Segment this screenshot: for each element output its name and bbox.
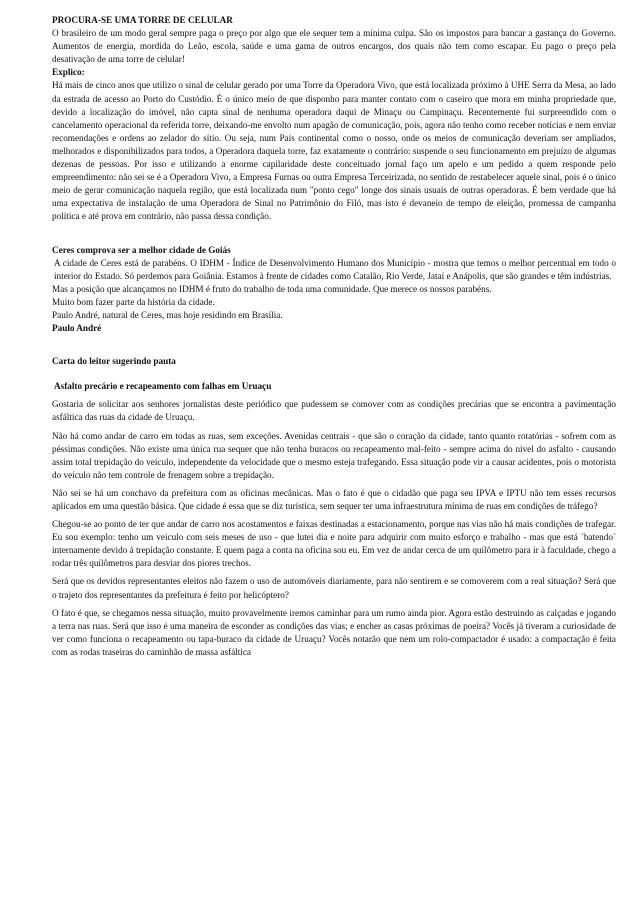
section-spacer	[52, 335, 616, 355]
article-paragraph-asfalto: Será que os devidos representantes eleitos não fazem o uso de automóveis diariamente, para não sentirem e se comoverem com a real situação? Será que o trajeto dos representantes da prefeitura é feito por helicóptero?	[52, 576, 616, 600]
article-paragraph-asfalto: Não sei se há um conchavo da prefeitura com as oficinas mecânicas. Mas o fato é que o cidadão que paga seu IPVA e IPTU não tem esses recursos aplicados em uma questão básica. Que cidade é essa que se diz turística, sem sequer ter uma infraestrutura mínima de ruas em condições de tráfego?	[52, 487, 616, 511]
section-heading-carta: Carta do leitor sugerindo pauta	[52, 356, 176, 367]
article-title-ceres: Ceres comprova ser a melhor cidade de Goiás	[52, 244, 231, 255]
section-spacer	[52, 224, 616, 244]
article-paragraph-ceres: A cidade de Ceres está de parabéns. O IDHM - Índice de Desenvolvimento Humano dos Município - mostra que temos o melhor percentual em todo o interior do Estado. Só perdemos para Goiânia. Estamos à frente de cidades como Catalão, Rio Verde, Jataí e Anápolis, que são grandes e têm indústrias.	[54, 257, 616, 281]
article-paragraph-asfalto: Não há como andar de carro em todas as ruas, sem exceções. Avenidas centrais - que são o coração da cidade, tanto quanto rotatórias - sofrem com as péssimas condições. Não existe uma única rua sequer que não tenha buracos ou recapeamento mal-feito - sempre acima do nível do asfalto - causando assim total trepidação do veículo, independente da velocidade que o mesmo esteja trafegando. Essa situação pode vir a causar acidentes, pois o motorista do veículo não tem controle de frenagem sobre a trepidação.	[52, 430, 616, 480]
article-body-tower: Há mais de cinco anos que utilizo o sinal de celular gerado por uma Torre da Operadora Vivo, que está localizada próximo à UHE Serra da Mesa, ao lado da estrada de acesso ao Porto do Custódio. É o único meio de que disponho para manter contato com o caseiro que mora em minha propriedade que, devido a localização do imóvel, não capta sinal de nenhuma operadora daqui de Minaçu ou Campinaçu. Recentemente fui surpreendido com o cancelamento operacional da referida torre, deixando-me envolto num apagão de comunicação, pois, agora não tenho como receber notícias e nem enviar recomendações e ordens ao zelador do sítio. Ou seja, num País continental como o nosso, onde os meios de comunicação deveriam ser ampliados, melhorados e disponibilizados para todos, a Operadora daquela torre, faz exatamente o contrário: suspende o seu funcionamento em prejuízo de algumas dezenas de pessoas. Por isso e utilizando a enorme capilaridade deste conceituado jornal faço um apelo e um pedido a quem responde pelo empreendimento: não sei se é a Operadora Vivo, a Empresa Furnas ou outra Empresa Terceirizada, no sentido de restabelecer aquele sinal, pois é o único meio de gerar comunicação naquela região, que está localizada num "ponto cego" longe dos sinais usuais de outras operadoras. É bem verdade que há uma expectativa de instalação de uma Operadora de Sinal no Patrimônio do Filó, mas isto é devaneio de tempo de eleição, promessa de campanha política e até prova em contrário, não passa dessa condição.	[52, 80, 617, 222]
article-line-ceres-2: Mas a posição que alcançamos no IDHM é fruto do trabalho de toda uma comunidade. Que merece os nossos parabéns.	[52, 283, 492, 294]
article-line-ceres-4: Paulo André, natural de Ceres, mas hoje residindo em Brasília.	[52, 309, 283, 320]
article-title-tower: PROCURA-SE UMA TORRE DE CELULAR	[52, 15, 233, 25]
article-title-asfalto: Asfalto precário e recapeamento com falhas em Uruaçu	[54, 381, 272, 392]
article-line-ceres-3: Muito bom fazer parte da história da cidade.	[52, 296, 215, 307]
article-paragraph-asfalto: Chegou-se ao ponto de ter que andar de carro nos acostamentos e faixas destinadas a estacionamento, porque nas vias não há mais condições de trafegar. Eu sou exemplo: tenho um veiculo com seis meses de uso - que lutei dia e noite para adquirir com muito esforço e trabalho - mas que está ´batendo´ internamente devido à trepidação constante. E quem paga a conta na oficina sou eu. Em vez de andar cerca de um quilômetro para ir à faculdade, chego a rodar três quilômetros para desviar dos piores trechos.	[52, 519, 616, 569]
article-signature-ceres: Paulo André	[52, 323, 102, 334]
article-paragraph-asfalto: O fato é que, se chegamos nessa situação, muito provavelmente iremos caminhar para um rumo ainda pior. Agora estão destruindo as calçadas e jogando a terra nas ruas. Será que isso é uma maneira de esconder as condições das vias; e encher as casas próximas de poeira? Vocês já tiveram a curiosidade de ver como funciona o recapeamento ou tapa-buraco da cidade de Uruaçu? Vocês notarão que nem um rolo-compactador é usado: a compactação é feita com as rodas traseiras do caminhão de massa asfáltica	[52, 607, 616, 657]
article-intro-tower: O brasileiro de um modo geral sempre paga o preço por algo que ele sequer tem a mínima culpa. São os impostos para bancar a gastança do Governo. Aumentos de energia, mordida do Leão, escola, saúde e uma gama de outros encargos, dos quais não tem como escapar. Eu pago o preço pela desativação de uma torre de celular!	[52, 28, 616, 65]
article-subtitle-explico: Explico:	[52, 67, 85, 78]
article-paragraph-asfalto: Gostaria de solicitar aos senhores jornalistas deste periódico que pudessem se comover com as condições precárias que se encontra a pavimentação asfáltica das ruas da cidade de Uruaçu.	[52, 399, 616, 423]
spacer	[52, 368, 616, 380]
